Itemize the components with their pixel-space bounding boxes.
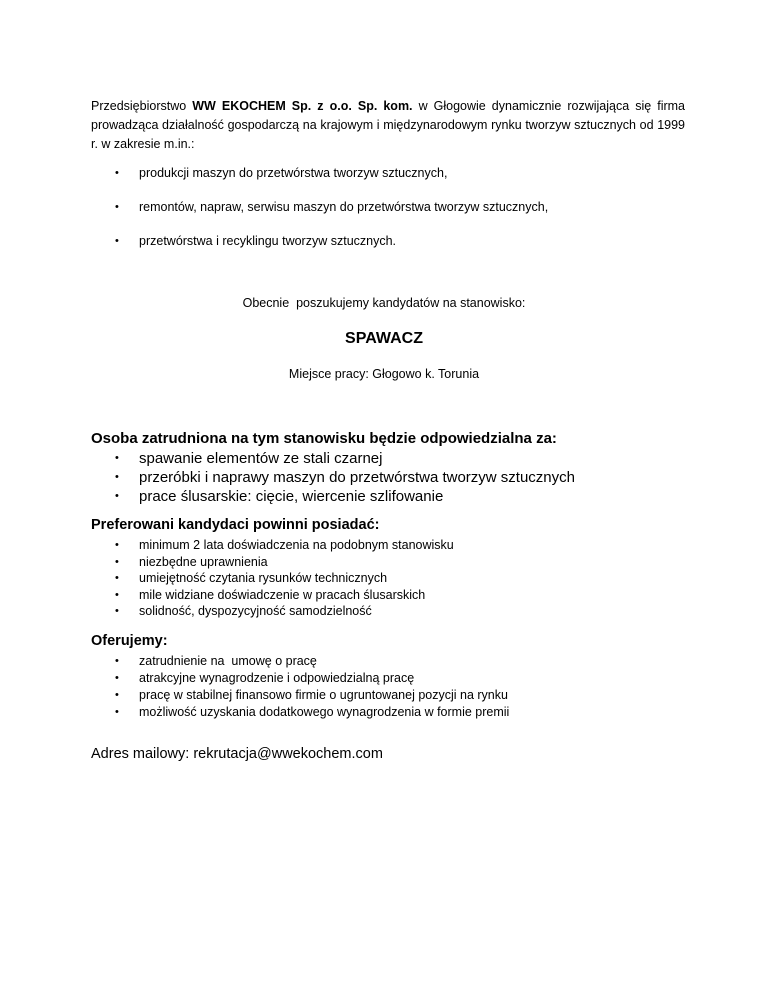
bullet-icon: •	[115, 588, 119, 601]
bullet-icon: •	[115, 490, 119, 502]
list-item	[91, 537, 691, 554]
requirements-heading: Preferowani kandydaci powinni posiadać:	[91, 517, 380, 533]
duties-list	[91, 449, 691, 506]
list-item	[91, 704, 691, 721]
work-location: Miejsce pracy: Głogowo k. Torunia	[288, 367, 480, 381]
bullet-icon: •	[115, 555, 119, 568]
list-item	[91, 200, 691, 234]
service-text: przetwórstwa i recyklingu tworzyw sztucznych.	[139, 234, 397, 248]
service-text: produkcji maszyn do przetwórstwa tworzyw sztucznych,	[139, 166, 448, 180]
company-intro	[91, 97, 685, 154]
list-item	[91, 554, 691, 571]
list-item	[91, 449, 691, 468]
list-item	[91, 234, 691, 268]
list-item	[91, 653, 691, 670]
bullet-icon: •	[115, 235, 119, 247]
position-title: SPAWACZ	[345, 330, 423, 347]
bullet-icon: •	[115, 167, 119, 179]
duty-text: przeróbki i naprawy maszyn do przetwórstwa tworzyw sztucznych	[139, 469, 575, 486]
list-item	[91, 487, 691, 506]
requirement-text: solidność, dyspozycyjność samodzielność	[139, 604, 372, 618]
offer-text: atrakcyjne wynagrodzenie i odpowiedzialną pracę	[139, 671, 415, 685]
list-item	[91, 603, 691, 620]
company-name: WW EKOCHEM Sp. z o.o. Sp. kom.	[192, 99, 413, 113]
service-text: remontów, napraw, serwisu maszyn do przetwórstwa tworzyw sztucznych,	[139, 200, 549, 214]
bullet-icon: •	[115, 572, 119, 584]
list-item	[91, 166, 691, 200]
requirement-text: niezbędne uprawnienia	[139, 554, 268, 569]
offer-list	[91, 653, 691, 721]
bullet-icon: •	[115, 689, 119, 701]
requirement-text: minimum 2 lata doświadczenia na podobnym stanowisku	[139, 538, 454, 552]
offer-text: pracę w stabilnej finansowo firmie o ugruntowanej pozycji na rynku	[139, 688, 508, 702]
intro-before: Przedsiębiorstwo	[91, 99, 193, 113]
bullet-icon: •	[115, 706, 119, 718]
offer-heading: Oferujemy:	[91, 633, 168, 649]
offer-text: możliwość uzyskania dodatkowego wynagrodzenia w formie premii	[139, 705, 510, 719]
duty-text: prace ślusarskie: cięcie, wiercenie szlifowanie	[139, 488, 444, 505]
bullet-icon: •	[115, 672, 119, 684]
bullet-icon: •	[115, 201, 119, 213]
bullet-icon: •	[115, 655, 119, 667]
list-item	[91, 468, 691, 487]
bullet-icon: •	[115, 605, 119, 617]
search-intro: Obecnie poszukujemy kandydatów na stanowisko:	[242, 296, 526, 310]
services-list	[91, 166, 691, 268]
list-item	[91, 570, 691, 587]
duty-text: spawanie elementów ze stali czarnej	[139, 450, 383, 467]
list-item	[91, 687, 691, 704]
offer-text: zatrudnienie na umowę o pracę	[139, 654, 317, 668]
requirements-list	[91, 537, 691, 620]
requirement-text: umiejętność czytania rysunków technicznych	[139, 571, 388, 585]
list-item	[91, 587, 691, 604]
bullet-icon: •	[115, 471, 119, 483]
duties-heading: Osoba zatrudniona na tym stanowisku będzie odpowiedzialna za:	[91, 430, 557, 447]
email-address: Adres mailowy: rekrutacja@wwekochem.com	[91, 746, 383, 762]
intro-after: w Głogowie dynamicznie rozwijająca się firma prowadząca działalność gospodarczą na krajowym i międzynarodowym rynku tworzyw sztucznych od 1999 r. w zakresie m.in.:	[91, 99, 686, 151]
bullet-icon: •	[115, 452, 119, 464]
list-item	[91, 670, 691, 687]
bullet-icon: •	[115, 539, 119, 551]
requirement-text: mile widziane doświadczenie w pracach ślusarskich	[139, 587, 426, 602]
